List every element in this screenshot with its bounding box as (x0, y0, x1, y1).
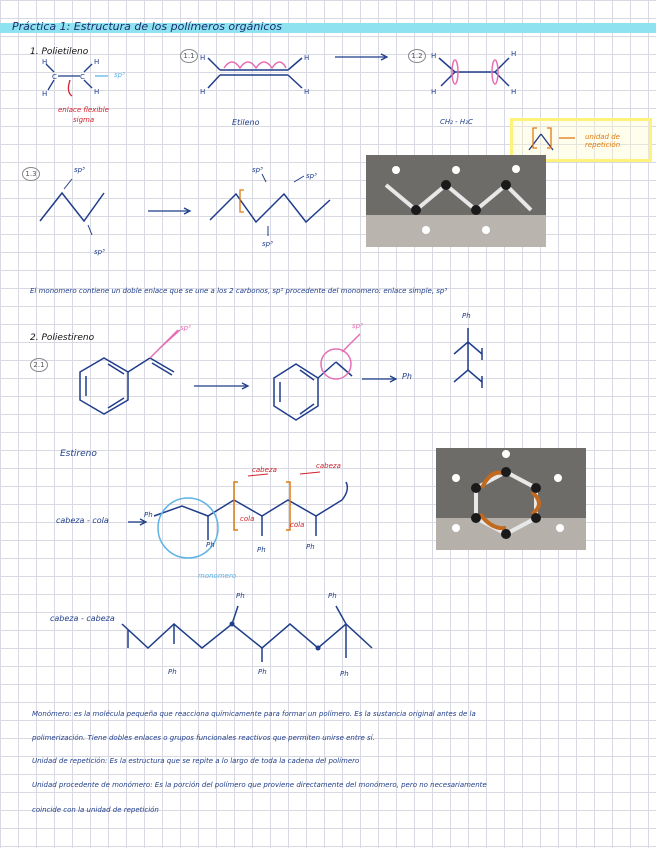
ph-label-1: Ph (402, 372, 412, 381)
ph-label-b: Ph (206, 541, 215, 549)
reaction-arrow-2 (148, 206, 198, 216)
ethane-structure (40, 58, 120, 103)
page-title: Práctica 1: Estructura de los polímeros orgánicos (12, 20, 282, 33)
definition-line-1: Monómero: es la molécula pequeña que reacciona químicamente para formar un polímero. Es la sustancia original antes de la (32, 710, 476, 718)
tail-label-2: cola (290, 521, 305, 529)
head-tail-chain (150, 470, 370, 580)
svg-text:H: H (511, 88, 517, 96)
monomer-label: monomero (198, 572, 237, 580)
polyethylene-chain-1 (38, 175, 128, 235)
definition-line-3: Unidad de repetición: Es la estructura que se repite a lo largo de toda la cadena del polímero (32, 757, 360, 765)
definition-line-5: coincide con la unidad de repetición (32, 806, 159, 814)
ph-label-c: Ph (257, 546, 266, 554)
step-1-3: 1.3 (22, 167, 40, 181)
ph-label-g: Ph (168, 668, 177, 676)
svg-text:H: H (42, 58, 48, 66)
head-head-chain (118, 598, 388, 678)
svg-text:H: H (304, 88, 310, 96)
ph-label-c2: Ph (306, 543, 315, 551)
svg-text:H: H (42, 90, 48, 98)
svg-text:H: H (511, 50, 517, 58)
sp3-label-b: sp³ (94, 248, 105, 256)
section2-heading: 2. Poliestireno (30, 333, 95, 343)
definition-line-2: polimerización. Tiene dobles enlaces o grupos funcionales reactivos que permiten unirse entre sí. (32, 734, 375, 742)
svg-text:C: C (52, 73, 57, 81)
repeat-unit-label: unidad de repetición (585, 133, 621, 149)
sp3-label-a: sp³ (74, 166, 85, 174)
sp3-label-ethane: sp³ (114, 71, 125, 79)
reaction-arrow-1 (335, 52, 395, 62)
ph-label-h: Ph (258, 668, 267, 676)
styrene-radical-structure (262, 330, 372, 440)
svg-text:H: H (94, 58, 100, 66)
sp3-label-e: sp³ (306, 172, 317, 180)
reaction-arrow-3 (194, 381, 254, 391)
tail-label-1: cola (240, 515, 255, 523)
sp3-label-c: sp³ (252, 166, 263, 174)
section1-heading: 1. Polietileno (30, 47, 89, 57)
ph-label-i: Ph (340, 670, 349, 678)
ph-label-e: Ph (328, 592, 337, 600)
ph-label-d: Ph (236, 592, 245, 600)
svg-text:H: H (200, 54, 206, 62)
svg-text:H: H (431, 52, 437, 60)
ph-label-2: Ph (462, 312, 471, 320)
ph-label-a: Ph (144, 511, 153, 519)
molecular-model-photo-2 (436, 448, 586, 550)
sp3-label-radical: sp³ (352, 322, 363, 330)
head-label-2: cabeza (316, 462, 341, 470)
flexible-bond-label: enlace flexible (58, 106, 109, 114)
polystyrene-sketch (440, 320, 500, 400)
radical-structure (425, 46, 525, 98)
sp2-label: sp² (180, 324, 191, 332)
polyethylene-chain-2 (208, 172, 338, 242)
molecular-model-photo-1 (366, 155, 546, 247)
svg-text:H: H (304, 54, 310, 62)
svg-text:C: C (80, 73, 85, 81)
ethylene-structure (198, 48, 318, 98)
svg-text:H: H (200, 88, 206, 96)
styrene-structure (50, 330, 200, 440)
radical-formula: CH₂ - H₂C (440, 118, 473, 126)
sigma-label: sigma (73, 116, 95, 124)
head-to-head-label: cabeza - cabeza (50, 614, 115, 623)
step-1-2: 1.2 (408, 49, 426, 63)
sp3-label-d: sp³ (262, 240, 273, 248)
step-1-1: 1.1 (180, 49, 198, 63)
svg-text:H: H (431, 88, 437, 96)
head-label-1: cabeza (252, 466, 277, 474)
styrene-label: Estireno (60, 449, 97, 459)
head-to-tail-label: cabeza - cola (56, 516, 109, 525)
section1-sentence: El monomero contiene un doble enlace que se une a los 2 carbonos, sp² procedente del monomero: enlace simple, sp³ (30, 287, 448, 295)
repeat-unit-sketch (525, 124, 585, 158)
definition-line-4: Unidad procedente de monómero: Es la porción del polímero que proviene directamente del monómero, pero no necesariamente (32, 781, 487, 789)
ethylene-label: Etileno (232, 118, 260, 127)
reaction-arrow-4 (362, 374, 402, 384)
step-2-1: 2.1 (30, 358, 48, 372)
svg-text:H: H (94, 88, 100, 96)
